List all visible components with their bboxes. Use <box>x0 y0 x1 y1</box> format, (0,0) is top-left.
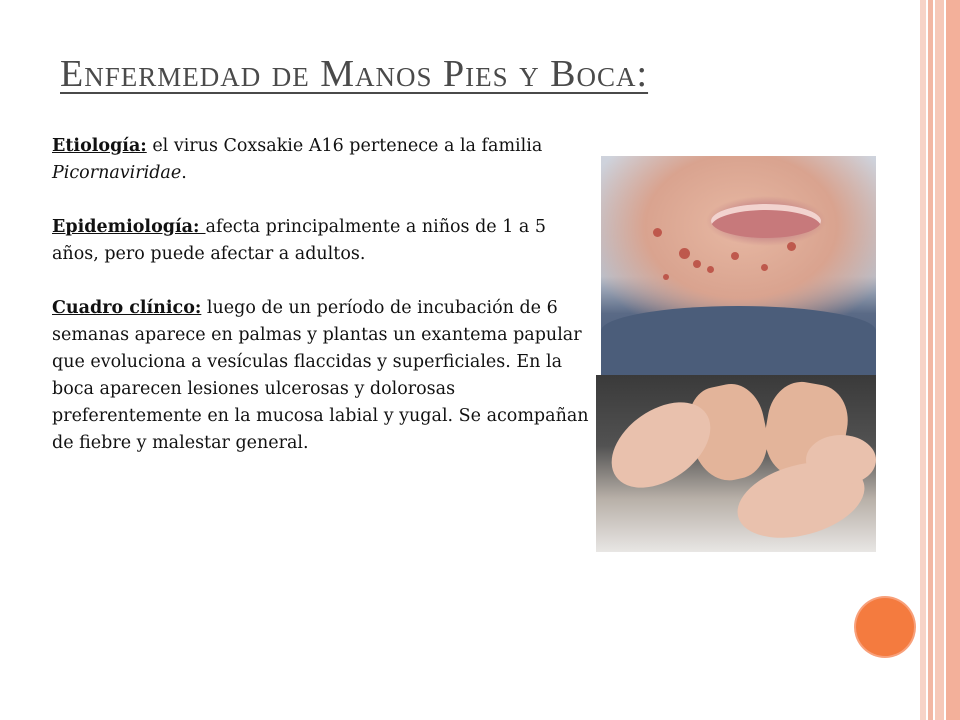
clinical-paragraph <box>52 295 592 457</box>
hands-feet-photo <box>596 375 876 552</box>
clinical-text: luego de un período de incubación de 6 semanas aparece en palmas y plantas un exantema papular que evoluciona a vesículas flaccidas y superficiales. En la boca aparecen lesiones ulcerosas y dolorosas preferentemente en la mucosa labial y yugal. Se acompañan de fiebre y malestar general. <box>52 298 589 453</box>
slide-body <box>52 133 592 484</box>
lesion-spot <box>653 228 662 237</box>
slide-title: Enfermedad de Manos Pies y Boca: <box>60 53 649 95</box>
lesion-spot <box>679 248 690 259</box>
etiology-text: el virus Coxsakie A16 pertenece a la familia <box>146 136 543 156</box>
lesion-spot <box>663 274 669 280</box>
lesion-spot <box>761 264 768 271</box>
lesion-spot <box>731 252 739 260</box>
decorative-border <box>920 0 960 720</box>
child-mouth-photo <box>601 156 876 375</box>
lesion-spot <box>707 266 714 273</box>
etiology-family: Picornaviridae <box>52 163 182 183</box>
sweater-collar <box>601 306 876 375</box>
lesion-spot <box>787 242 796 251</box>
foot <box>806 435 876 485</box>
lesion-spot <box>693 260 701 268</box>
epidemiology-text: afecta principalmente a niños de 1 a 5 años, pero puede afectar a adultos. <box>52 217 547 264</box>
epidemiology-label: Epidemiología: <box>52 217 206 237</box>
clinical-label: Cuadro clínico: <box>52 298 202 318</box>
border-stripe <box>928 0 933 720</box>
border-stripe <box>946 0 960 720</box>
border-stripe <box>920 0 926 720</box>
etiology-paragraph <box>52 133 592 187</box>
decorative-circle <box>856 598 914 656</box>
etiology-tail: . <box>181 163 187 183</box>
epidemiology-paragraph <box>52 214 592 268</box>
border-stripe <box>935 0 944 720</box>
lips <box>711 204 821 238</box>
etiology-label: Etiología: <box>52 136 147 156</box>
